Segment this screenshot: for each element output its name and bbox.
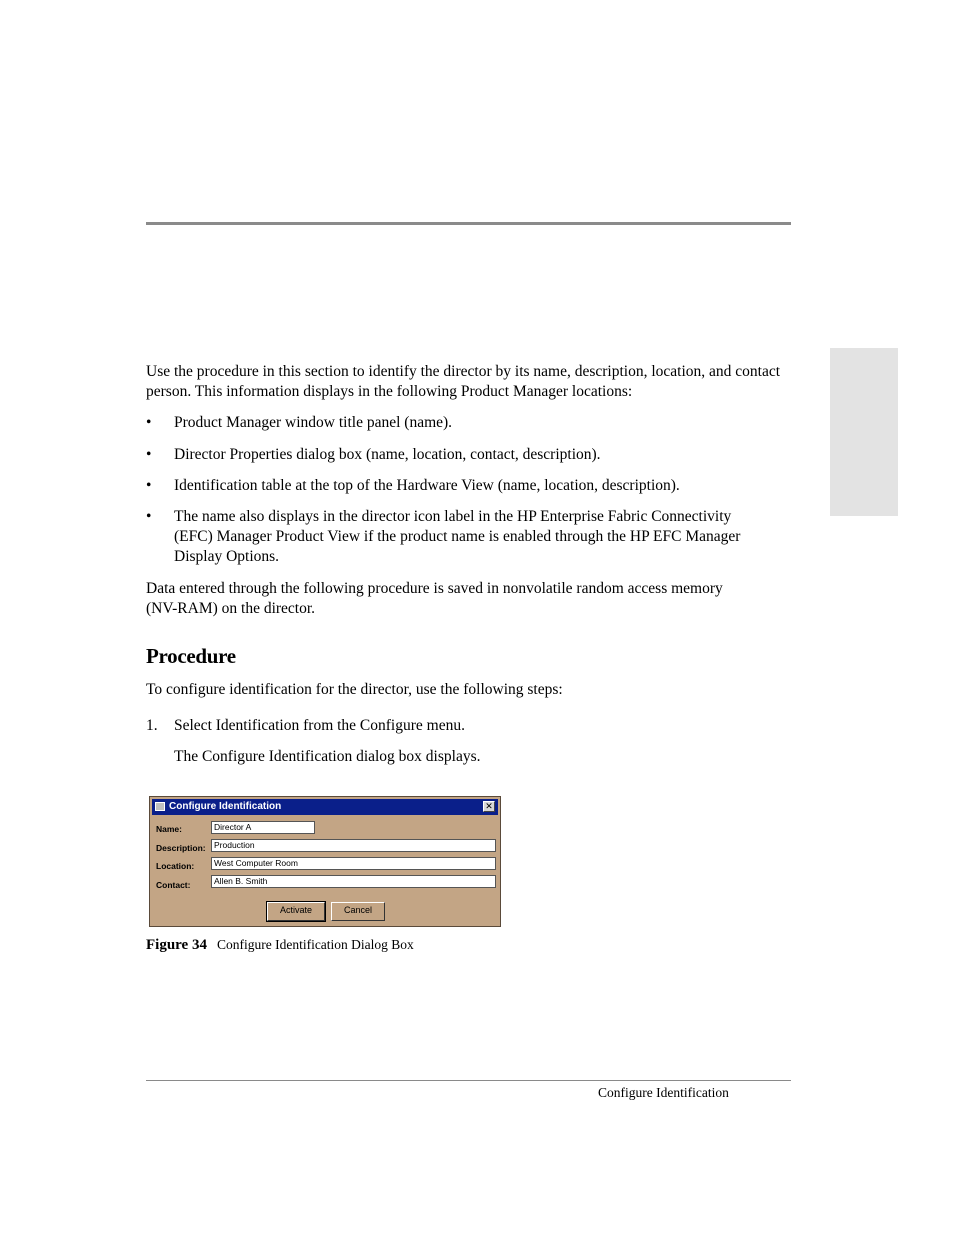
contact-field[interactable]: Allen B. Smith [211, 875, 496, 888]
list-item-text: The name also displays in the director icon label in the HP Enterprise Fabric Connectivity (EFC) Manager Product View if the product name is enabled through the HP EFC Manager Display Options. [174, 508, 741, 565]
contact-label: Contact: [156, 880, 191, 890]
list-item-text: Identification table at the top of the Hardware View (name, location, description). [174, 477, 680, 494]
top-rule [146, 222, 791, 225]
configure-identification-dialog [149, 796, 501, 927]
bullet-icon: • [146, 508, 152, 525]
location-label: Location: [156, 861, 195, 871]
dialog-title: Configure Identification [169, 801, 282, 812]
chapter-tab [830, 348, 898, 516]
dialog-titlebar[interactable] [152, 799, 498, 815]
bottom-rule [146, 1080, 791, 1081]
name-label: Name: [156, 824, 182, 834]
window-icon [155, 802, 165, 811]
bullet-icon: • [146, 414, 152, 431]
intro-paragraph: Use the procedure in this section to identify the director by its name, description, location, and contact person. This information displays in the following Product Manager locations: [146, 363, 781, 400]
step-number: 1. [146, 717, 158, 734]
bullet-icon: • [146, 446, 152, 463]
figure-caption-text: Configure Identification Dialog Box [216, 937, 414, 952]
step-text: Select Identification from the Configure menu. [174, 717, 465, 734]
cancel-button[interactable]: Cancel [331, 902, 385, 921]
description-field[interactable]: Production [211, 839, 496, 852]
list-item-text: Director Properties dialog box (name, location, contact, description). [174, 446, 601, 463]
activate-button[interactable]: Activate [267, 902, 325, 921]
page-footer: Configure Identification [598, 1085, 729, 1100]
close-icon[interactable]: ✕ [483, 801, 495, 812]
nvram-paragraph: Data entered through the following procedure is saved in nonvolatile random access memory (NV-RAM) on the director. [146, 580, 723, 617]
list-item-text: Product Manager window title panel (name). [174, 414, 453, 431]
figure-caption [146, 936, 414, 955]
figure-number: Figure 34 [146, 937, 207, 953]
bullet-icon: • [146, 477, 152, 494]
description-label: Description: [156, 843, 206, 853]
name-field[interactable]: Director A [211, 821, 315, 834]
step-result: The Configure Identification dialog box displays. [174, 748, 481, 765]
location-field[interactable]: West Computer Room [211, 857, 496, 870]
procedure-intro: To configure identification for the director, use the following steps: [146, 681, 563, 698]
section-heading: Procedure [146, 644, 236, 668]
